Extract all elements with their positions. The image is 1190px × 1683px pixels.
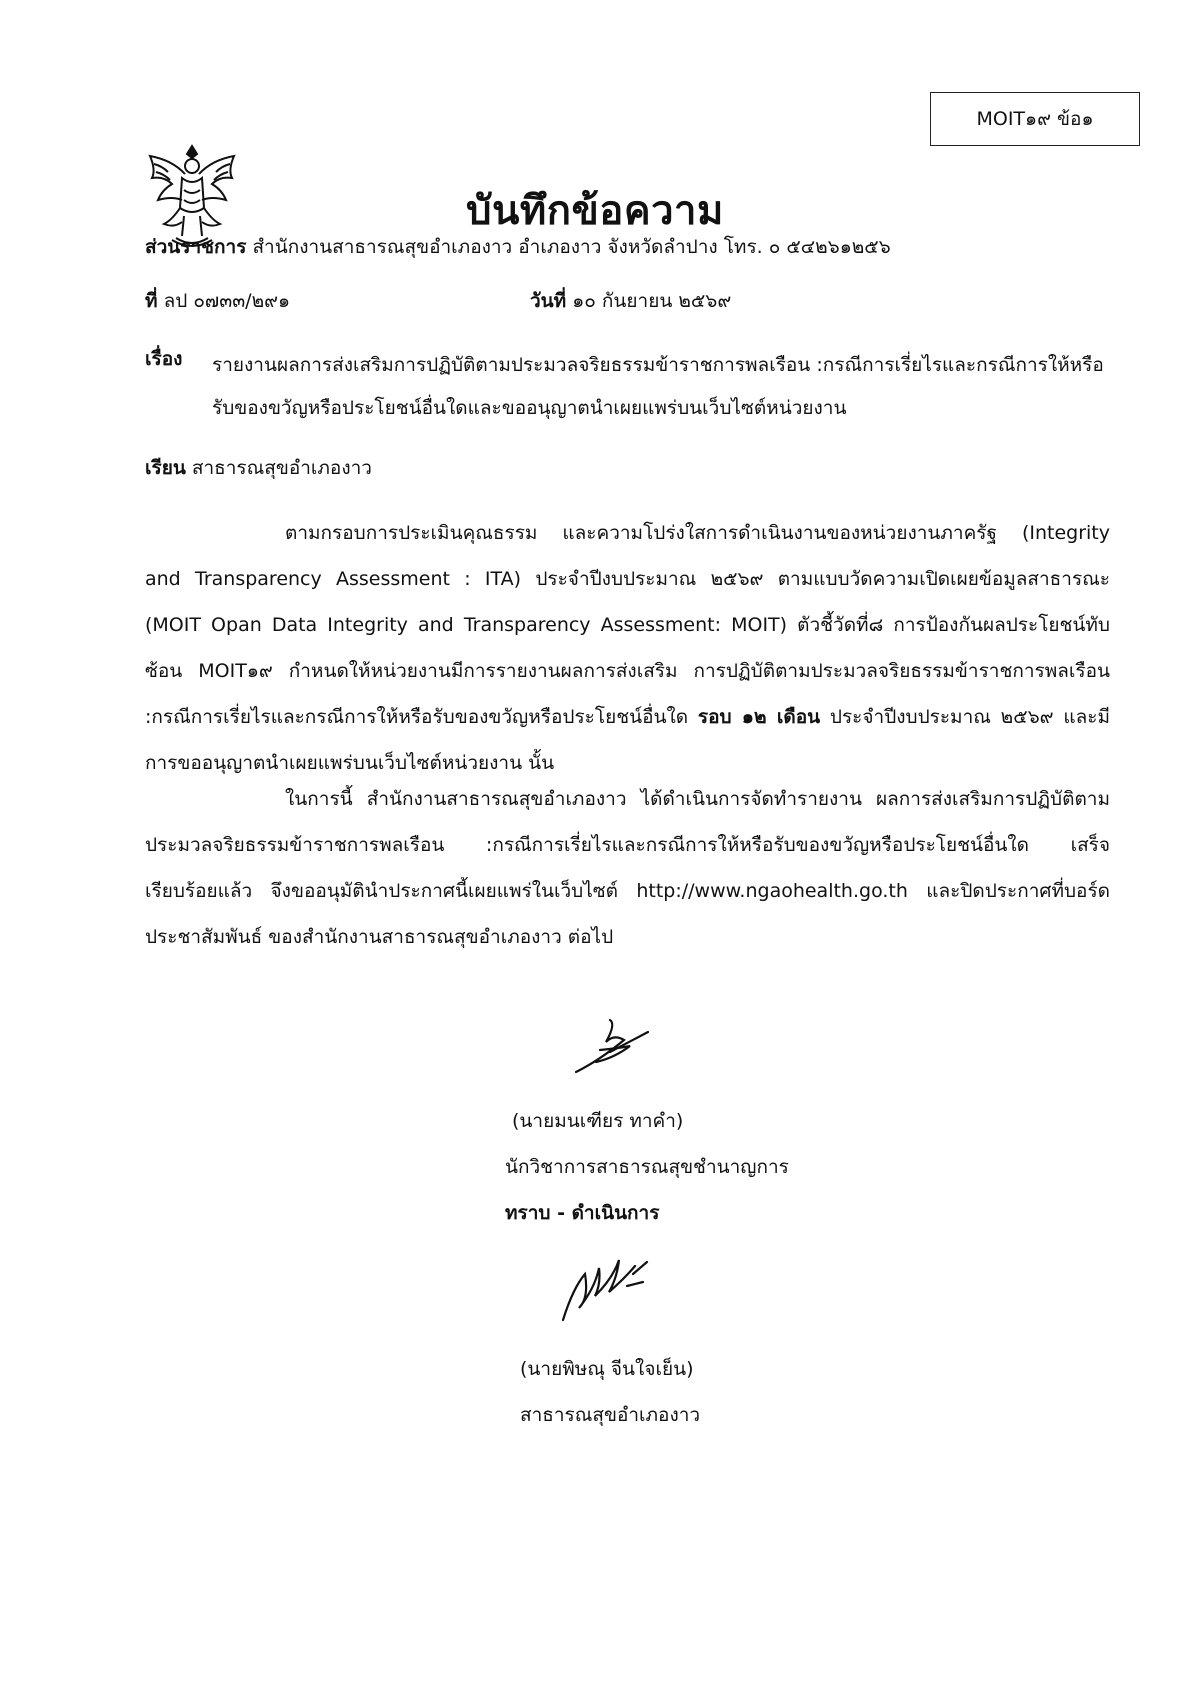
recipient-value: สาธารณสุขอำเภองาว <box>191 457 372 479</box>
recipient-label: เรียน <box>145 457 186 479</box>
department-line <box>145 232 891 262</box>
department-value: สำนักงานสาธารณสุขอำเภองาว อำเภองาว จังหวัดลำปาง โทร. ๐ ๕๔๒๖๑๒๕๖ <box>252 236 891 258</box>
body-paragraph-2: ในการนี้ สำนักงานสาธารณสุขอำเภองาว ได้ดำเนินการจัดทำรายงาน ผลการส่งเสริมการปฏิบัติตามประมวลจริยธรรมข้าราชการพลเรือน :กรณีการเรี่ยไรและกรณีการให้หรือรับของขวัญหรือประโยชน์อื่นใด เสร็จเรียบร้อยแล้ว จึงขออนุมัตินำประกาศนี้เผยแพร่ในเว็บไซต์ http://www.ngaohealth.go.th และปิดประกาศที่บอร์ดประชาสัมพันธ์ ของสำนักงานสาธารณสุขอำเภองาว ต่อไป <box>145 788 1110 948</box>
signature-2-icon <box>555 1248 665 1326</box>
paragraph-1-text-a: ตามกรอบการประเมินคุณธรรม และความโปร่งใสการดำเนินงานของหน่วยงานภาครัฐ (Integrity and Transparency Assessment : ITA) ประจำปีงบประมาณ ๒๕๖๙ ตามแบบวัดความเปิดเผยข้อมูลสาธารณะ (MOIT Opan Data Integrity and Transparency Assessment: MOIT) ตัวชี้วัดที่๘ การป้องกันผลประโยชน์ทับซ้อน MOIT๑๙ กำหนดให้หน่วยงานมีการรายงานผลการส่งเสริม การปฏิบัติตามประมวลจริยธรรมข้าราชการพลเรือน :กรณีการเรี่ยไรและกรณีการให้หรือรับของขวัญหรือประโยชน์อื่นใด <box>145 522 1110 728</box>
department-label: ส่วนราชการ <box>145 236 247 258</box>
signature-1-icon <box>570 1012 660 1080</box>
signer-2-position: สาธารณสุขอำเภองาว <box>520 1404 701 1426</box>
paragraph-1-bold: รอบ ๑๒ เดือน <box>697 706 821 728</box>
subject-label: เรื่อง <box>145 348 183 370</box>
reference-label: ที่ <box>145 290 158 312</box>
document-title: บันทึกข้อความ <box>466 188 724 234</box>
reference-line <box>145 286 290 316</box>
body-paragraph-1 <box>145 510 1110 786</box>
signer-2-name: (นายพิษณุ จีนใจเย็น) <box>520 1358 694 1380</box>
date-line <box>530 286 731 316</box>
recipient-line <box>145 453 372 483</box>
subject-value: รายงานผลการส่งเสริมการปฏิบัติตามประมวลจริยธรรมข้าราชการพลเรือน :กรณีการเรี่ยไรและกรณีการให้หรือรับของขวัญหรือประโยชน์อื่นใดและขออนุญาตนำเผยแพร่บนเว็บไซต์หน่วยงาน <box>212 354 1104 419</box>
signer-1-position: นักวิชาการสาธารณสุขชำนาญการ <box>505 1156 789 1178</box>
date-value: ๑๐ กันยายน ๒๕๖๙ <box>572 290 732 312</box>
document-code: MOIT๑๙ ข้อ๑ <box>976 108 1094 130</box>
date-label: วันที่ <box>530 290 567 312</box>
reference-value: ลป ๐๗๓๓/๒๙๑ <box>163 290 291 312</box>
paragraph-1-text-b: ประจำปีงบประมาณ ๒๕๖๙ และมีการขออนุญาตนำเผยแพร่บนเว็บไซต์หน่วยงาน นั้น <box>145 706 1110 774</box>
document-code-box <box>930 92 1140 146</box>
signer-1-name: (นายมนเฑียร ทาคำ) <box>512 1110 684 1132</box>
approval-note: ทราบ - ดำเนินการ <box>505 1202 660 1224</box>
